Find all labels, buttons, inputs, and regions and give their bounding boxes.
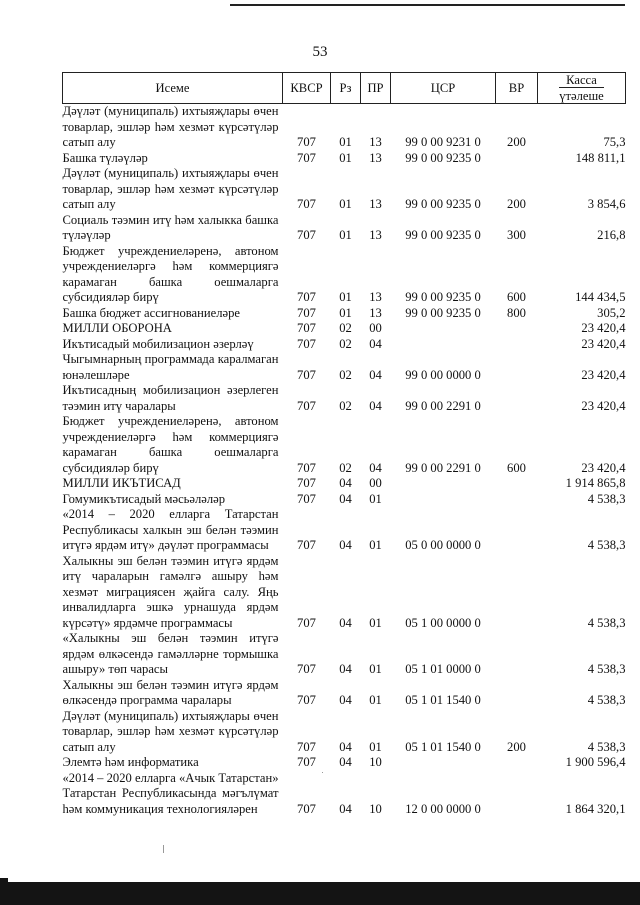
cell-name: Социаль тәэмин итү һәм халыкка башка түләүләр — [62, 212, 279, 242]
cell-csr: 05 1 00 0000 0 — [405, 615, 481, 630]
cell-rz: 04 — [339, 755, 352, 769]
cell-vr — [496, 476, 538, 492]
cell-name: Гомумикътисадый мәсьәләләр — [62, 491, 226, 506]
cell-rz: 04 — [339, 801, 352, 816]
cell-csr: 99 0 00 9235 0 — [405, 305, 481, 320]
cell-amount: 4 538,3 — [587, 739, 626, 754]
cell-pr: 01 — [369, 739, 382, 754]
cell-kvsr: 707 — [297, 150, 316, 165]
cell-kvsr: 707 — [297, 398, 316, 413]
cell-vr: 200 — [507, 135, 526, 149]
cell-amount: 23 420,4 — [581, 460, 626, 475]
scan-speck — [322, 772, 323, 773]
budget-table — [62, 72, 626, 817]
cell-vr — [496, 492, 538, 508]
cell-pr: 01 — [369, 491, 382, 506]
cell-vr — [496, 755, 538, 771]
cell-vr — [496, 507, 538, 554]
cell-vr: 800 — [507, 305, 526, 320]
table-row — [63, 166, 626, 213]
cell-kvsr: 707 — [297, 367, 316, 382]
cell-csr: 99 0 00 9235 0 — [405, 150, 481, 165]
cell-name: Дәүләт (муниципаль) ихтыяҗлары өчен товарлар, эшләр һәм хезмәт күрсәтүләр сатып алу — [62, 104, 279, 149]
cell-vr: 200 — [507, 739, 526, 754]
cell-pr: 04 — [369, 398, 382, 413]
cell-name: Дәүләт (муниципаль) ихтыяҗлары өчен товарлар, эшләр һәм хезмәт күрсәтүләр сатып алу — [62, 708, 279, 754]
cell-pr: 10 — [369, 755, 382, 769]
cell-csr: 99 0 00 2291 0 — [405, 460, 481, 475]
cell-kvsr: 707 — [297, 305, 316, 320]
cell-name: Халыкны эш белән тәэмин итүгә ярдәм өлкәсендә программа чаралары — [62, 677, 279, 707]
cell-name: Дәүләт (муниципаль) ихтыяҗлары өчен товарлар, эшләр һәм хезмәт күрсәтүләр сатып алу — [62, 166, 279, 211]
cell-pr: 01 — [369, 615, 382, 630]
cell-pr: 13 — [369, 135, 382, 149]
cell-pr: 01 — [369, 693, 382, 707]
cell-rz: 01 — [339, 150, 352, 165]
table-row — [63, 492, 626, 508]
table-row — [63, 321, 626, 337]
cell-amount: 305,2 — [597, 305, 626, 320]
cell-name: Элемтә һәм информатика — [62, 755, 199, 769]
cell-csr: 12 0 00 0000 0 — [405, 801, 481, 816]
cell-pr: 13 — [369, 150, 382, 165]
cell-vr — [496, 321, 538, 337]
cell-vr: 200 — [507, 197, 526, 211]
table-row — [63, 507, 626, 554]
header-csr: ЦСР — [391, 73, 496, 104]
cell-name: МИЛЛИ ОБОРОНА — [62, 321, 172, 335]
header-pr: ПР — [361, 73, 391, 104]
cell-csr: 99 0 00 0000 0 — [405, 367, 481, 382]
table-row — [63, 151, 626, 167]
cell-csr: 05 1 01 0000 0 — [405, 662, 481, 676]
cell-name: Бюджет учреждениеләренә, автоном учреждениеләргә һәм коммерциягә карамаган башка оешмаларга субсидияләр бирү — [62, 243, 279, 304]
table-row — [63, 554, 626, 632]
cell-name: «2014 – 2020 елларга «Ачык Татарстан» Татарстан Республикасында мәгълүмат һәм коммуникация технологияләрен — [62, 770, 279, 816]
table-row — [63, 104, 626, 151]
table-row — [63, 337, 626, 353]
header-name: Исеме — [63, 73, 283, 104]
cell-vr: 600 — [507, 460, 526, 475]
cell-vr — [496, 383, 538, 414]
cell-pr: 13 — [369, 197, 382, 211]
cell-rz: 01 — [339, 228, 352, 242]
cell-name: Чыгымнарның программада каралмаган юнәлешләре — [62, 352, 279, 382]
cell-csr: 05 1 01 1540 0 — [405, 739, 481, 754]
cell-amount: 1 900 596,4 — [565, 755, 626, 769]
table-row — [63, 383, 626, 414]
cell-csr — [391, 476, 496, 492]
table-row — [63, 709, 626, 756]
cell-amount: 23 420,4 — [581, 398, 626, 413]
cell-kvsr: 707 — [297, 290, 316, 304]
cell-rz: 02 — [339, 367, 352, 382]
cell-csr: 99 0 00 2291 0 — [405, 398, 481, 413]
header-vr: ВР — [496, 73, 538, 104]
cell-pr: 04 — [369, 367, 382, 382]
cell-kvsr: 707 — [297, 538, 316, 552]
cell-kvsr: 707 — [297, 491, 316, 506]
cell-kvsr: 707 — [297, 197, 316, 211]
table-body — [63, 104, 626, 818]
cell-rz: 04 — [339, 739, 352, 754]
cell-name: Икътисадның мобилизацион әзерлеген тәэмин итү чаралары — [62, 383, 279, 413]
table-row — [63, 678, 626, 709]
cell-rz: 01 — [339, 305, 352, 320]
cell-name: Бюджет учреждениеләренә, автоном учреждениеләргә һәм коммерциягә карамаган башка оешмаларга субсидияләр бирү — [62, 414, 279, 475]
cell-csr: 05 0 00 0000 0 — [405, 538, 481, 552]
cell-csr: 99 0 00 9235 0 — [405, 197, 481, 211]
cell-csr — [391, 492, 496, 508]
cell-rz: 02 — [339, 460, 352, 475]
header-rz: Рз — [331, 73, 361, 104]
cell-vr — [496, 771, 538, 818]
cell-csr: 99 0 00 9235 0 — [405, 290, 481, 304]
cell-pr: 01 — [369, 538, 382, 552]
cell-pr: 01 — [369, 662, 382, 676]
cell-kvsr: 707 — [297, 801, 316, 816]
cell-csr: 99 0 00 9231 0 — [405, 135, 481, 149]
cell-name: Башка бюджет ассигнованиеләре — [62, 305, 240, 320]
cell-pr: 04 — [369, 460, 382, 475]
cell-vr — [496, 337, 538, 353]
cell-rz: 02 — [339, 336, 352, 351]
cell-pr: 10 — [369, 801, 382, 816]
cell-vr — [496, 554, 538, 632]
header-amount-line2: үтәлеше — [559, 89, 604, 103]
table-row — [63, 352, 626, 383]
cell-kvsr: 707 — [297, 755, 316, 769]
table-row — [63, 771, 626, 818]
cell-amount: 4 538,3 — [587, 615, 626, 630]
table-row — [63, 244, 626, 306]
cell-amount: 148 811,1 — [575, 150, 626, 165]
table-row — [63, 213, 626, 244]
scan-speck — [163, 845, 164, 853]
cell-pr: 13 — [369, 228, 382, 242]
cell-name: «2014 – 2020 елларга Татарстан Республикасы халкын эш белән тәэмин итүгә ярдәм итү» дәүләт программасы — [62, 507, 279, 552]
cell-csr — [391, 337, 496, 353]
cell-name: «Халыкны эш белән тәэмин итүгә ярдәм өлкәсендә гамәлләрне тормышка ашыру» төп чарасы — [62, 631, 279, 676]
cell-amount: 23 420,4 — [581, 321, 626, 335]
cell-rz: 04 — [339, 538, 352, 552]
header-amount — [538, 73, 626, 104]
cell-pr: 13 — [369, 305, 382, 320]
cell-kvsr: 707 — [297, 228, 316, 242]
cell-vr: 300 — [507, 228, 526, 242]
header-kvsr: КВСР — [283, 73, 331, 104]
scan-bottom-bar — [0, 882, 640, 905]
cell-vr: 600 — [507, 290, 526, 304]
cell-rz: 01 — [339, 290, 352, 304]
scan-top-line — [230, 4, 625, 6]
cell-name: Икътисадый мобилизацион әзерләү — [62, 336, 254, 351]
cell-csr — [391, 321, 496, 337]
cell-rz: 01 — [339, 135, 352, 149]
cell-rz: 04 — [339, 476, 352, 490]
cell-amount: 1 914 865,8 — [565, 476, 626, 490]
cell-amount: 23 420,4 — [581, 367, 626, 382]
cell-rz: 04 — [339, 615, 352, 630]
cell-pr: 13 — [369, 290, 382, 304]
cell-vr — [496, 151, 538, 167]
cell-pr: 04 — [369, 336, 382, 351]
cell-amount: 216,8 — [597, 228, 626, 242]
cell-amount: 4 538,3 — [587, 491, 626, 506]
table-row — [63, 631, 626, 678]
cell-vr — [496, 352, 538, 383]
cell-vr — [496, 678, 538, 709]
cell-pr: 00 — [369, 321, 382, 335]
header-amount-line1: Касса — [566, 73, 597, 87]
cell-csr: 99 0 00 9235 0 — [405, 228, 481, 242]
cell-kvsr: 707 — [297, 321, 316, 335]
page-number: 53 — [312, 44, 328, 60]
table-row — [63, 414, 626, 476]
cell-rz: 04 — [339, 662, 352, 676]
cell-rz: 04 — [339, 491, 352, 506]
cell-rz: 04 — [339, 693, 352, 707]
cell-name: Халыкны эш белән тәэмин итүгә ярдәм итү чараларын гамәлгә ашыру һәм хезмәт миграциясен җайга салу. Яңь инвалидларга эшкә урнашуда ярдәм күрсәтү» ярдәмче программасы — [62, 553, 279, 630]
cell-csr: 05 1 01 1540 0 — [405, 693, 481, 707]
cell-amount: 4 538,3 — [587, 538, 626, 552]
cell-name: Башка түләүләр — [62, 150, 148, 165]
cell-kvsr: 707 — [297, 460, 316, 475]
cell-kvsr: 707 — [297, 693, 316, 707]
cell-kvsr: 707 — [297, 615, 316, 630]
cell-amount: 1 864 320,1 — [565, 801, 626, 816]
table-header-row — [63, 73, 626, 104]
cell-rz: 02 — [339, 321, 352, 335]
cell-kvsr: 707 — [297, 135, 316, 149]
table-row — [63, 476, 626, 492]
cell-amount: 144 434,5 — [575, 290, 626, 304]
cell-kvsr: 707 — [297, 739, 316, 754]
cell-kvsr: 707 — [297, 662, 316, 676]
cell-vr — [496, 631, 538, 678]
cell-kvsr: 707 — [297, 476, 316, 490]
cell-rz: 01 — [339, 197, 352, 211]
cell-amount: 3 854,6 — [587, 197, 626, 211]
cell-kvsr: 707 — [297, 336, 316, 351]
cell-amount: 75,3 — [603, 135, 626, 149]
cell-amount: 4 538,3 — [587, 662, 626, 676]
cell-name: МИЛЛИ ИКЪТИСАД — [62, 476, 181, 490]
cell-amount: 4 538,3 — [587, 693, 626, 707]
cell-csr — [391, 755, 496, 771]
table-row — [63, 755, 626, 771]
cell-pr: 00 — [369, 476, 382, 490]
table-row — [63, 306, 626, 322]
cell-rz: 02 — [339, 398, 352, 413]
cell-amount: 23 420,4 — [581, 336, 626, 351]
